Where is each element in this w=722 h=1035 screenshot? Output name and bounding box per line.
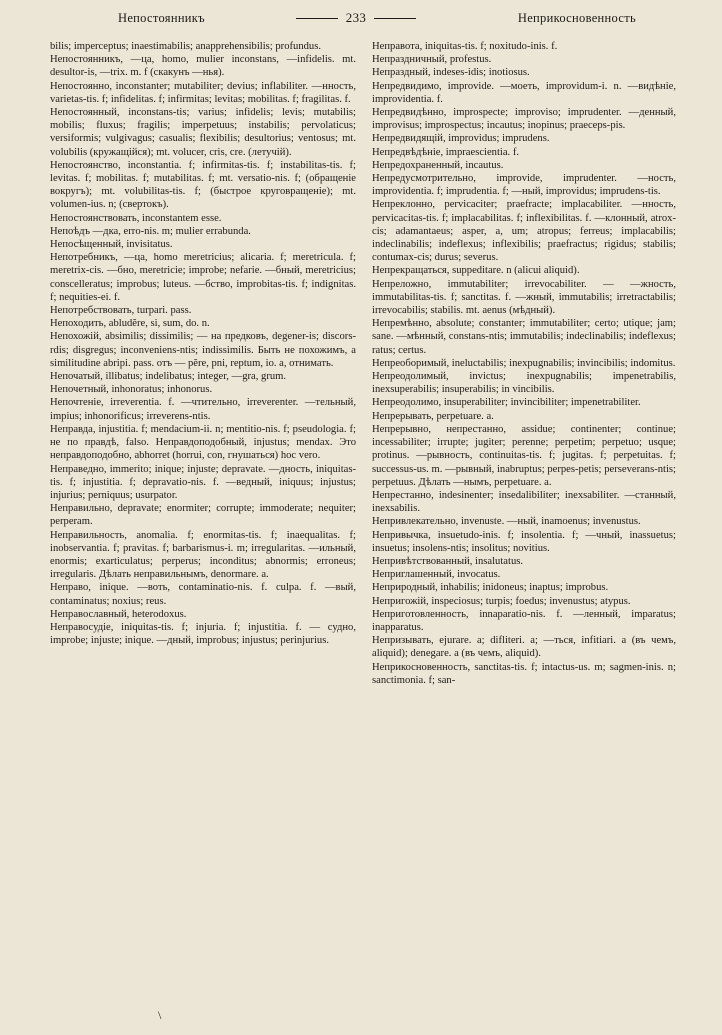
dictionary-entry: Непостоянство, inconstantia. f; infirmitas-tis. f; instabilitas-tis. f; levitas. f; mobilitas. f; mutabilitas. f; mt. versatio-nis. f; (обращеніе вокругъ); mt. volubilitas-tis. f; (быстрое круговращеніе); mt. volumen-ius. n; (свертокъ). — [50, 159, 356, 211]
dictionary-entry: Непрекращаться, suppeditare. n (alicui aliquid). — [372, 265, 580, 277]
dictionary-entry: Непотребникъ, —ца, homo meretricius; alicaria. f; meretricula. f; meretrix-cis. —бно, meretricie; improbe; nefarie. —бный, meretricius; conscelleratus; improbus; luteus. —бство, improbitas-tis. f; indignitas. f; nequities-ei. f. — [50, 252, 356, 303]
dictionary-entry: Неправо, inique. —воть, contaminatio-nis. f. culpa. f. —вый, contaminatus; noxius; reus. — [50, 582, 356, 607]
dictionary-entry: Непредвидящій, improvidus; imprudens. — [372, 133, 550, 145]
dictionary-entry: Непреодолимый, invictus; inexpugnabilis; impenetrabilis, inexsuperabilis; insuperabilis; in vincibilis. — [372, 371, 676, 396]
dictionary-entry: Непредвидѣнно, improspecte; improviso; imprudenter. —денный, improvisus; improspectus; incautus; inopinus; praeceps-pis. — [372, 107, 676, 132]
dictionary-entry: Непотребствовать, turpari. pass. — [50, 305, 192, 317]
dictionary-entry: Непочатый, illibatus; indelibatus; integer, —gra, grum. — [50, 371, 287, 383]
header-rule-left — [296, 18, 338, 19]
dictionary-entry: Непостоянствовать, inconstantem esse. — [50, 212, 222, 224]
dictionary-entry: Непосѣщенный, invisitatus. — [50, 239, 173, 251]
dictionary-entry: Неправильно, depravate; enormiter; corrupte; immoderate; nequiter; perperam. — [50, 503, 356, 528]
footer-mark: \ — [158, 1008, 162, 1022]
dictionary-entry: Неправда, injustitia. f; mendacium-ii. n; mentitio-nis. f; pseudologia. f; не по правдѣ, falso. Неправдоподобный, injustus; mendax. Это неправдоподобно, abhorret (horrui, con, гнушаться) hoc vero. — [50, 423, 356, 462]
dictionary-entry: Непохожій, absimilis; dissimilis; — на предковъ, degener-is; discors-rdis; disgregus; inconveniens-ntis; indissimilis. Быть не похожимъ, a similitudine abripi. pass. отъ — pĕre, pni, reptum, io. a, отнимать. — [50, 331, 356, 369]
dictionary-entry: Неправосудіе, iniquitas-tis. f; injuria. f; injustitia. f. — судно, improbe; injuste; inique. —дный, improbus; injustus; perinjurius. — [50, 621, 356, 647]
dictionary-entry: Неприкосновенность, sanctitas-tis. f; intactus-us. m; sagmen-inis. n; sanctimonia. f; san- — [372, 661, 676, 686]
left-column — [50, 40, 356, 647]
dictionary-entry: Непредвѣдѣніе, impraescientia. f. — [372, 146, 520, 158]
dictionary-entry: Непочетный, inhonoratus; inhonorus. — [50, 384, 213, 396]
dictionary-entry: Непоѣдъ —дка, erro-nis. m; mulier errabunda. — [50, 225, 251, 237]
dictionary-entry: Неправота, iniquitas-tis. f; noxitudo-inis. f. — [372, 41, 558, 52]
dictionary-entry: Непредусмотрительно, improvide, imprudenter. —ность, improvidentia. f; imprudentia. f; —ный, improvidus; imprudens-tis. — [372, 173, 676, 198]
dictionary-entry: Непостоянно, inconstanter; mutabiliter; devius; inflabiliter. —нность, varietas-tis. f; infidelitas. f; infirmitas; levitas; mobilitas. f; fragilitas. f. — [50, 80, 356, 105]
dictionary-entry: Неприродный, inhabilis; inidoneus; inaptus; improbus. — [372, 582, 609, 594]
header-rule-right — [374, 18, 416, 19]
dictionary-entry: Неприготовленность, innaparatio-nis. f. —ленный, imparatus; inapparatus. — [372, 608, 676, 633]
dictionary-entry: Непреложно, immutabiliter; irrevocabiliter. — —жность, immutabilitas-tis. f; sanctitas. f. —жный, immutabilis; irretractabilis; irrevocabilis; stabilis. mt. aenus (мѣдный). — [372, 278, 676, 317]
header-left-guideword: Непостоянникъ — [118, 10, 205, 25]
dictionary-entry: Непраздничный, profestus. — [372, 54, 492, 66]
dictionary-entry: Непризывать, ejurare. a; difliteri. a; —ться, infitiari. a (въ чемъ, aliquid); denegare. a (въ чемъ, aliquid). — [372, 635, 676, 660]
dictionary-entry: Непреоборимый, ineluctabilis; inexpugnabilis; invincibilis; indomitus. — [372, 357, 676, 369]
dictionary-entry: Непостоянный, inconstans-tis; varius; infidelis; levis; mutabilis; mobilis; fluxus; fragilis; imperpetuus; instabilis; pervolaticus; versiformis; vulgivagus; casualis; flexibilis; desultorius; ventosus; mt. volubilis (кружащійся); mt. volucer, cris, cre. (летучій). — [50, 107, 356, 158]
dictionary-entry: Непрестанно, indesinenter; insedalibiliter; inexsabiliter. —станный, inexsabilis. — [372, 489, 676, 515]
dictionary-entry: Непремѣнно, absolute; constanter; immutabiliter; certo; utique; jam; sane. —мѣнный, constans-ntis; immutabilis; indeclinabilis; indeflexus; ratus; certus. — [372, 318, 676, 356]
dictionary-entry: Непрерывать, perpetuare. a. — [372, 410, 494, 422]
dictionary-entry: Непреодолимо, insuperabiliter; invincibiliter; impenetrabiliter. — [372, 397, 641, 409]
dictionary-entry: Непригожій, inspeciosus; turpis; foedus; invenustus; atypus. — [372, 595, 631, 607]
dictionary-entry: Непреклонно, pervicaciter; praefracte; implacabiliter. —нность, pervicacitas-tis. f; implacabilitas. f; inflexibilitas. f. —клонный, atrox-cis; adamantaeus; asper, a, um; atropus; ferreus; implacabilis; indeclinabilis; indeflexus; inflexibilis; praefractus; rigidus; stabilis; contumax-cis; durus; severus. — [372, 199, 676, 264]
dictionary-entry: bilis; imperceptus; inaestimabilis; anapprehensibilis; profundus. — [50, 41, 321, 52]
dictionary-entry: Непривлекательно, invenuste. —ный, inamoenus; invenustus. — [372, 516, 641, 528]
header-page-number-group — [296, 10, 416, 26]
dictionary-entry: Непривычка, insuetudo-inis. f; insolentia. f; —чный, inassuetus; insuetus; insolens-ntis; insolitus; novitius. — [372, 529, 676, 554]
right-column — [372, 40, 676, 687]
dictionary-entry: Непредвидимо, improvide. —моеть, improvidum-i. n. —видѣніе, improvidentia. f. — [372, 80, 676, 105]
dictionary-entry: Неправедно, immerito; inique; injuste; depravate. —дность, iniquitas-tis. f; injustitia. f; depravatio-nis. f. —ведный, iniquus; injustus; injurius; perniquus; usurpator. — [50, 463, 356, 501]
dictionary-entry: Непрерывно, непрестанно, assidue; continenter; continue; incessabiliter; irrupte; jugiter; perenne; perpetim; perpetuo; usque; protinus. —рывность, continuitas-tis. f; jugitas. f; perpetuitas. f; successus-us. m. —рывный, inabruptus; perpes-petis; perseverans-ntis; perpetuus. Дѣлать —нымъ, perpetuare. a. — [372, 423, 676, 488]
dictionary-entry: Неприглашенный, invocatus. — [372, 569, 501, 581]
dictionary-entry: Непоходить, abludĕre, si, sum, do. n. — [50, 318, 210, 330]
dictionary-entry: Непредохраненный, incautus. — [372, 159, 504, 171]
dictionary-entry: Непривѣтствованный, insalutatus. — [372, 555, 524, 567]
dictionary-entry: Неправославный, heterodoxus. — [50, 608, 187, 620]
page-header — [50, 8, 662, 28]
header-right-guideword: Неприкосновенность — [517, 10, 636, 25]
dictionary-entry: Неправильность, anomalia. f; enormitas-tis. f; inaequalitas. f; inobservantia. f; pravitas. f; barbarismus-i. m; irregularitas. —ильный, enormis; exarticulatus; perperus; inconditus; abnormis; erroneus; irregularis. Дѣлать неправильнымъ, denormare. a. — [50, 529, 356, 581]
dictionary-entry: Непраздный, indeses-idis; inotiosus. — [372, 67, 530, 79]
dictionary-entry: Непочтеніе, irreverentia. f. —чтительно, irreverenter. —тельный, impius; inhonorificus; irreverens-ntis. — [50, 397, 356, 422]
dictionary-entry: Непостоянникъ, —ца, homo, mulier inconstans, —infidelis. mt. desultor-is, —trix. m. f (скакунъ —нья). — [50, 54, 356, 79]
page-number: 233 — [345, 10, 367, 25]
